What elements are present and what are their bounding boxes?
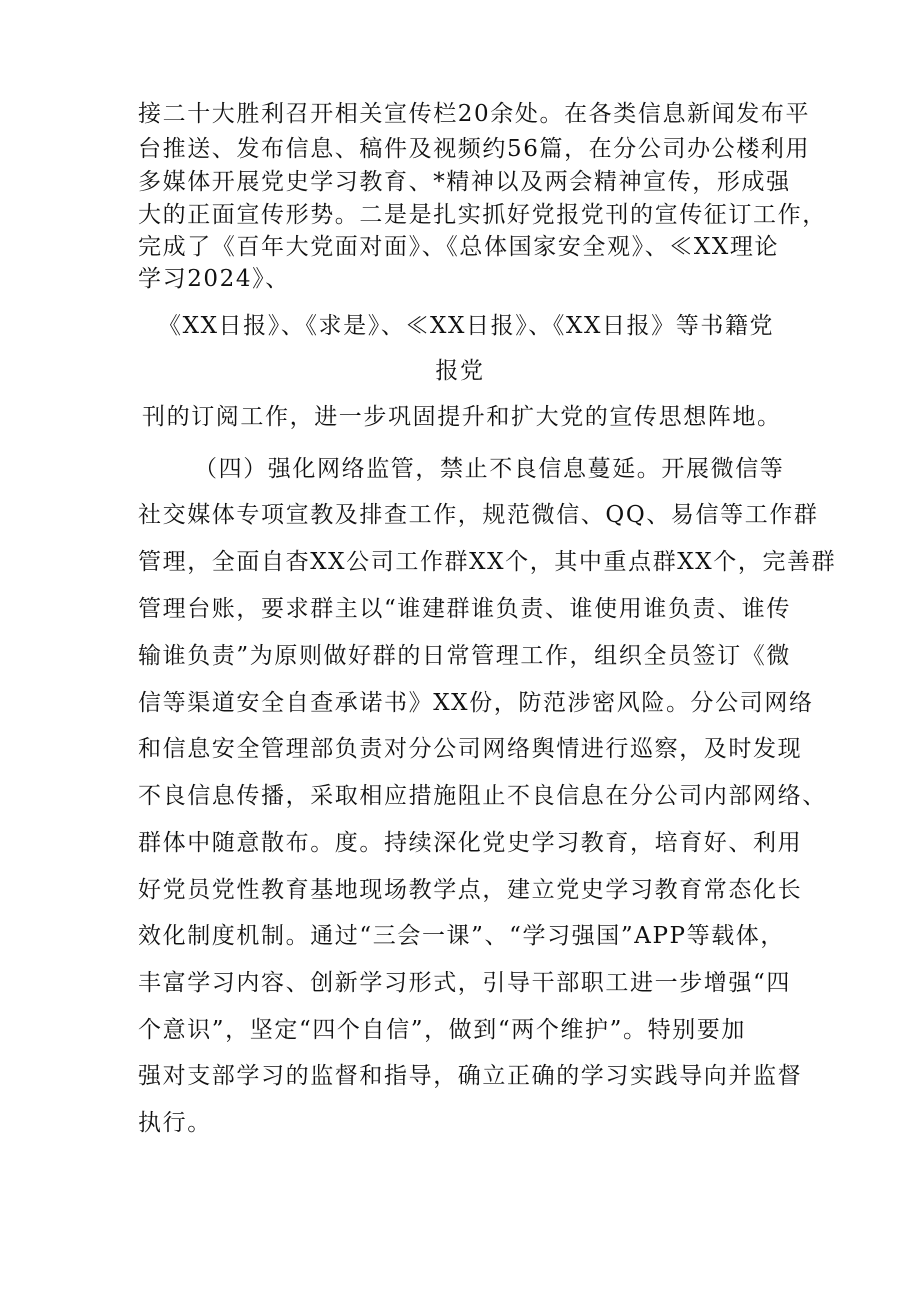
- text-line: 好党员党性教育基地现场教学点，建立党史学习教育常态化长: [138, 877, 803, 903]
- text-line: 执行。: [138, 1110, 212, 1136]
- text-line: 不良信息传播，采取相应措施阻止不良信息在分公司内部网络、: [138, 783, 827, 809]
- text-line: 社交媒体专项宣教及排查工作，规范微信、QQ、易信等工作群: [138, 502, 819, 528]
- text-line: 效化制度机制。通过“三会一课”、“学习强国”APP等载体，: [138, 923, 785, 949]
- text-line: 刊的订阅工作，进一步巩固提升和扩大党的宣传思想阵地。: [142, 404, 782, 430]
- text-line: 个意识”，坚定“四个自信”，做到“两个维护”。特别要加: [138, 1017, 746, 1043]
- text-line: 丰富学习内容、创新学习形式，引导干部职工进一步增强“四: [138, 970, 791, 996]
- text-line: 台推送、发布信息、稿件及视频约56篇，在分公司办公楼利用: [138, 136, 811, 162]
- text-line: 输谁负责”为原则做好群的日常管理工作，组织全员签订《微: [138, 643, 791, 669]
- text-line: 接二十大胜利召开相关宣传栏20余处。在各类信息新闻发布平: [138, 101, 811, 127]
- text-line: 大的正面宣传形势。二是是扎实抓好党报党刊的宣传征订工作，: [138, 202, 827, 228]
- text-line: 学习2024》、: [138, 266, 290, 292]
- text-line: 多媒体开展党史学习教育、*精神以及两会精神宣传，形成强: [138, 169, 791, 195]
- section-heading-line: （四）强化网络监管，禁止不良信息蔓延。开展微信等: [194, 456, 785, 482]
- text-line: 报党: [435, 358, 485, 384]
- text-line: 管理，全面自杳XX公司工作群XX个，其中重点群XX个，完善群: [138, 549, 837, 575]
- text-line: 完成了《百年大党面对面》、《总体国家安全观》、≪XX理论: [138, 234, 780, 260]
- text-line: 管理台账，要求群主以“谁建群谁负责、谁使用谁负责、谁传: [138, 596, 791, 622]
- text-line: 强对支部学习的监督和指导，确立正确的学习实践导向并监督: [138, 1063, 803, 1089]
- text-line: 群体中随意散布。度。持续深化党史学习教育，培育好、利用: [138, 830, 803, 856]
- text-line: 《XX日报》、《求是》、≪XX日报》、《XX日报》等书籍党: [158, 313, 775, 339]
- text-line: 信等渠道安全自查承诺书》XX份，防范涉密风险。分公司网络: [138, 690, 814, 716]
- text-line: 和信息安全管理部负责对分公司网络舆情进行巡察，及时发现: [138, 736, 803, 762]
